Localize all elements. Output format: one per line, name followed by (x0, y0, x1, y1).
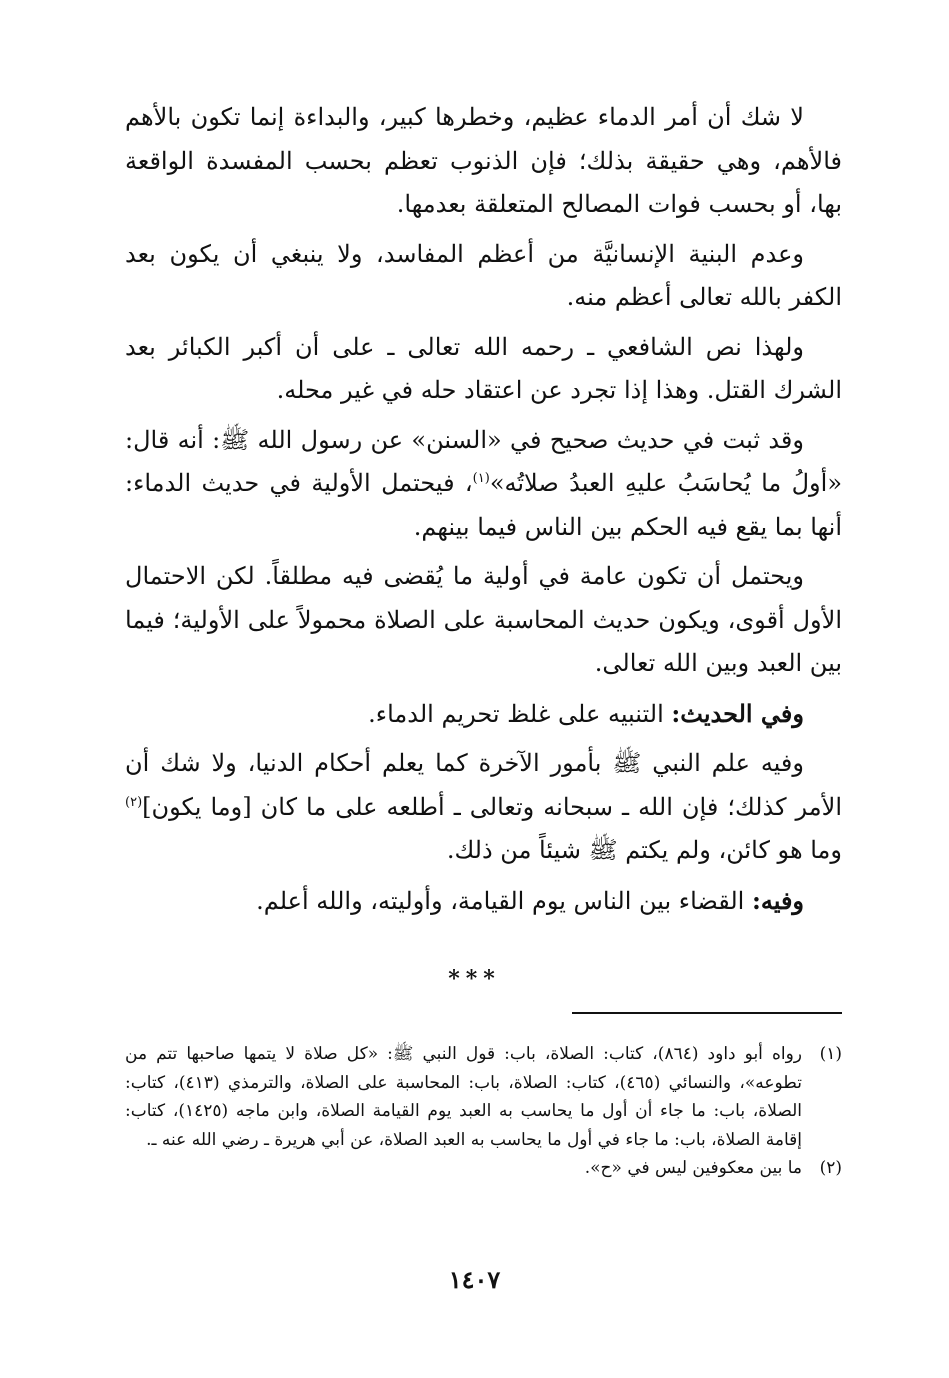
footnote-number: (٢) (819, 1158, 842, 1178)
section-separator: *** (448, 966, 501, 992)
footnote-text: ما بين معكوفين ليس في «ح». (584, 1158, 802, 1178)
footnote-2 (125, 1154, 842, 1183)
footnote-number: (١) (819, 1044, 842, 1064)
hadith-continuation: ، فيحتمل الأولية في حديث الدماء: أنها بما يقع فيه الحكم بين الناس فيما بينهم. (125, 469, 842, 541)
lead-in-fihi: وفيه: (751, 885, 804, 915)
paragraph-probability: ويحتمل أن تكون عامة في أولية ما يُقضى فيه مطلقاً. لكن الاحتمال الأول أقوى، ويكون حديث المحاسبة على الصلاة محمولاً على الأولية؛ فيما بين العبد وبين الله تعالى. (125, 562, 842, 677)
paragraph-blood-matter: لا شك أن أمر الدماء عظيم، وخطرها كبير، والبداءة إنما تكون بالأهم فالأهم، وهي حقيقة بذلك؛ فإن الذنوب تعظم بحسب المفسدة الواقعة بها، أو بحسب فوات المصالح المتعلقة بعدمها. (125, 103, 842, 218)
footnote-text: رواه أبو داود (٨٦٤)، كتاب: الصلاة، باب: قول النبي ﷺ: «كل صلاة لا يتمها صاحبها تتم من تطوعه»، والنسائي (٤٦٥)، كتاب: الصلاة، باب: المحاسبة على الصلاة، والترمذي (٤١٣)، كتاب: الصلاة، باب: ما جاء أن أول ما يحاسب به العبد يوم القيامة الصلاة، وابن ماجه (١٤٢٥)، كتاب: إقامة الصلاة، باب: ما جاء في أول ما يحاسب به العبد الصلاة، عن أبي هريرة ـ رضي الله عنه ـ. (125, 1044, 803, 1150)
knowledge-text: وفيه علم النبي ﷺ بأمور الآخرة كما يعلم أحكام الدنيا، ولا شك أن الأمر كذلك؛ فإن الله ـ سبحانه وتعالى ـ أطلعه على ما كان [وما يكون] (125, 749, 842, 821)
main-text (125, 96, 842, 929)
footnote-1 (125, 1040, 842, 1154)
paragraph-human-structure: وعدم البنية الإنسانيَّة من أعظم المفاسد، ولا ينبغي أن يكون بعد الكفر بالله تعالى أعظم منه. (125, 239, 842, 311)
paragraph-prophet-knowledge (125, 742, 842, 873)
hadith-text: وقد ثبت في حديث صحيح في «السنن» عن رسول الله ﷺ: أنه قال: «أولُ ما يُحاسَبُ عليهِ العبدُ صلاتُه» (125, 425, 842, 497)
paragraph-hadith-benefit (125, 692, 842, 737)
footnote-ref-2[interactable]: (٢) (125, 794, 143, 810)
paragraph-judgment (125, 879, 842, 924)
paragraph-hadith (125, 419, 842, 550)
footnotes (125, 1040, 842, 1183)
footnote-ref-1[interactable]: (١) (472, 471, 490, 486)
knowledge-continuation: وما هو كائن، ولم يكتم ﷺ شيئاً من ذلك. (446, 836, 842, 864)
paragraph-shafii: ولهذا نص الشافعي ـ رحمه الله تعالى ـ على أن أكبر الكبائر بعد الشرك القتل. وهذا إذا تجرد عن اعتقاد حله في غير محله. (125, 332, 842, 404)
footnote-divider (572, 1012, 842, 1014)
page-number: ١٤٠٧ (448, 1265, 501, 1294)
benefit-text: التنبيه على غلظ تحريم الدماء. (368, 699, 672, 728)
judgment-text: القضاء بين الناس يوم القيامة، وأوليته، والله أعلم. (256, 886, 752, 915)
lead-in-hadith: وفي الحديث: (671, 698, 804, 728)
